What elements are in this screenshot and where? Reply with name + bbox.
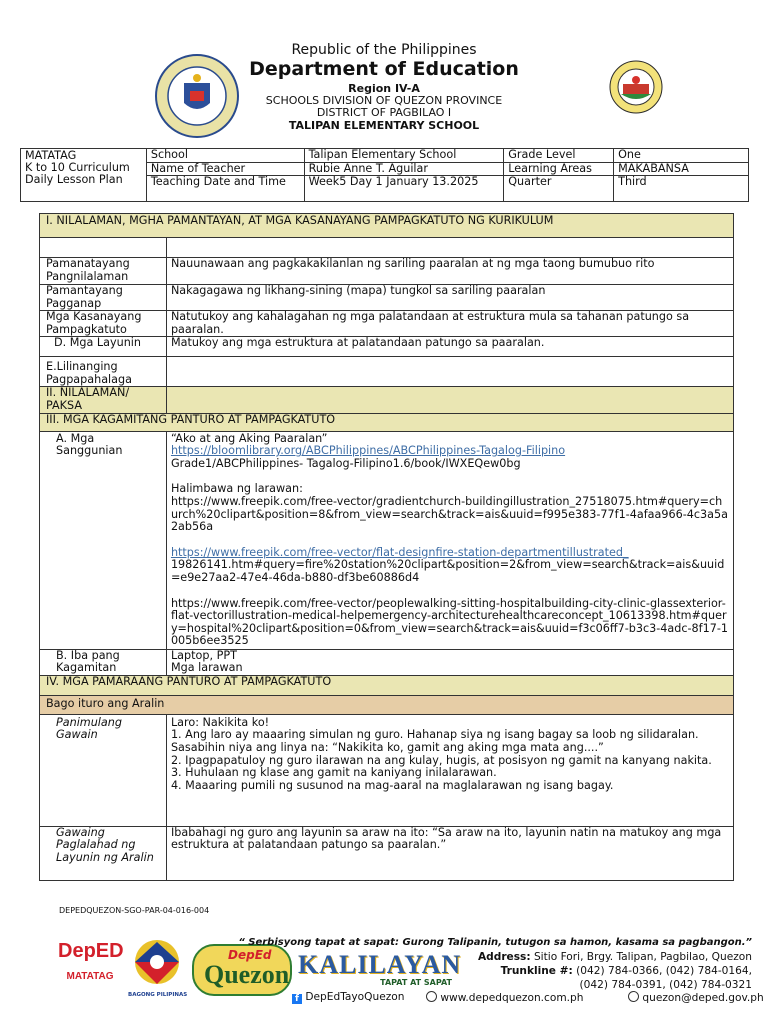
area-label: Learning Areas [504,163,614,176]
section-3-heading: III. MGA KAGAMITANG PANTURO AT PAMPAGKATUTO [40,413,734,431]
reference-title: “Ako at ang Aking Paaralan” [170,431,328,445]
website-text: www.depedquezon.com.ph [440,992,584,1004]
pamantayang-pangnilalaman-label: Pamanatayang Pangnilalaman [40,258,167,285]
teacher-label: Name of Teacher [146,163,304,176]
facebook-text: DepEdTayoQuezon [305,991,405,1003]
hospital-url: https://www.freepik.com/free-vector/peoplewalking-sitting-hospitalbuilding-city-clinic-glassexterior-flat-vectorillustration-medical-helpemergency-architecturehealthcareconcept_10613398.htm#query=hospital%20clipart&position=0&from_view=search&track=ais&uuid=f3c06ff7-b3c3-4adc-8f17-1005b6ee3525 [170,596,729,648]
address-line [478,951,752,964]
program-line-1: MATATAG [25,149,77,162]
gawain-step: 4. Maaaring pumili ng susunod na mag-aaral na maglalarawan ng isang bagay. [170,778,614,792]
bagong-pilipinas-logo-icon [128,938,186,998]
deped-quezon-logo [192,944,292,996]
deped-matatag-logo [58,940,122,1002]
department-title: Department of Education [249,58,519,80]
trunkline-value-2: (042) 784-0391, (042) 784-0321 [579,979,752,991]
pagpapahalaga-value [166,357,733,387]
slogan-text: “ Serbisyong tapat at sapat: Gurong Talipanin, tutugon sa hamon, kasama sa pagbangon.” [238,937,752,948]
quarter-value: Third [614,176,749,202]
gawain-step: 2. Ipagpapatuloy ng guro ilarawan na ang kulay, hugis, at posisyon ng gamit na kanyang nakita. [170,753,712,767]
laro-title: Laro: Nakikita ko! [170,715,270,729]
sanggunian-value [166,431,733,649]
program-cell [21,149,147,202]
section-1-heading: I. NILALAMAN, MGHA PAMANTAYAN, AT MGA KASANAYANG PAMPAGKATUTO NG KURIKULUM [40,214,734,238]
layunin-label: D. Mga Layunin [40,337,167,357]
pamantayang-pagganap-value: Nakagagawa ng likhang-sining (mapa) tungkol sa sariling paaralan [166,285,733,311]
pamantayang-pagganap-label: Pamantayang Pagganap [40,285,167,311]
deped-seal-icon [154,53,240,139]
iba-pang-kagamitan-label: B. Iba pang Kagamitan [40,649,167,675]
kagamitan-item: Mga larawan [170,661,243,675]
iba-pang-kagamitan-value [166,649,733,675]
fire-station-url-rest: 19826141.htm#query=fire%20station%20clipart&position=2&from_view=search&track=ais&uuid=e9e27aa2-47e4-46da-b880-df3be60886d4 [170,558,725,584]
email-icon [628,991,639,1002]
quarter-label: Quarter [504,176,614,202]
republic-text: Republic of the Philippines [291,42,477,58]
sanggunian-label: A. Mga Sanggunian [40,431,167,649]
globe-icon [426,991,437,1002]
paglalahad-layunin-value: Ibabahagi ng guro ang layunin sa araw na ito: “Sa araw na ito, layunin natin na matukoy ang mga estruktura at palatandaan patungo sa paaralan.” [166,826,733,880]
empty-cell [40,238,167,258]
teacher-value: Rubie Anne T. Aguilar [304,163,504,176]
document-code: DEPEDQUEZON-SGO-PAR-04-016-004 [59,906,210,915]
fire-station-link[interactable]: https://www.freepik.com/free-vector/flat-designfire-station-departmentillustrated_ [170,545,629,559]
trunkline-label: Trunkline #: [500,965,573,977]
deped-logo-text: DepED [58,940,124,962]
gawain-step: 1. Ang laro ay maaaring simulan ng guro. Hahanap siya ng isang bagay sa loob ng silidaralan. Sasabihin niya ang linya na: “Nakikita ko, gamit ang aking mga mata ang....” [170,728,699,754]
facebook-icon: f [292,994,302,1004]
reference-path: Grade1/ABCPhilippines- Tagalog-Filipino1.6/book/IWXEQew0bg [170,456,521,470]
date-value: Week5 Day 1 January 13.2025 [304,176,504,202]
region-text: Region IV-A [348,82,420,95]
facebook-item[interactable] [292,991,404,1004]
bloomlibrary-link[interactable]: https://bloomlibrary.org/ABCPhilippines/ABCPhilippines-Tagalog-Filipino [170,444,566,458]
school-name: TALIPAN ELEMENTARY SCHOOL [288,119,480,132]
panimulang-gawain-value [166,714,733,826]
kalilayan-logo-text: KALILAYAN [298,950,462,979]
date-label: Teaching Date and Time [146,176,304,202]
address-value: Sitio Fori, Brgy. Talipan, Pagbilao, Quezon [533,951,752,963]
address-label: Address: [477,951,531,963]
program-line-3: Daily Lesson Plan [25,173,123,187]
lesson-plan-table [39,213,734,881]
quezon-logo-text: Quezon [204,960,290,989]
empty-cell [166,238,733,258]
area-value: MAKABANSA [614,163,749,176]
halimbawa-label: Halimbawa ng larawan: [170,482,303,496]
church-url: https://www.freepik.com/free-vector/gradientchurch-buildingillustration_27518075.htm#query=church%20clipart&position=8&from_view=search&track=ais&uuid=f995e383-77f1-4afaa966-4c3a5a2ab56a [170,494,728,534]
trunkline-value-1: (042) 784-0366, (042) 784-0164, [576,965,752,977]
school-label: School [146,149,304,163]
grade-value: One [614,149,749,163]
panimulang-gawain-label: Panimulang Gawain [40,714,167,826]
lesson-info-table [20,148,749,202]
email-text: quezon@deped.gov.ph [642,992,764,1004]
district-text: DISTRICT OF PAGBILAO I [316,106,452,119]
section-4-heading: IV. MGA PAMARAANG PANTURO AT PAMPAGKATUTO [40,675,734,695]
pagpapahalaga-label: E.Lilinanging Pagpapahalaga [40,357,167,387]
paglalahad-layunin-label: Gawaing Paglalahad ng Layunin ng Aralin [40,826,167,880]
grade-label: Grade Level [504,149,614,163]
matatag-logo-text: MATATAG [66,971,114,982]
email-item[interactable] [628,991,764,1005]
section-2-value [166,387,733,413]
kalilayan-logo [298,950,462,990]
bago-ituro-heading: Bago ituro ang Aralin [40,695,734,714]
deped-quezon-small-text: DepEd [228,948,272,962]
pamantayang-pangnilalaman-value: Nauunawaan ang pagkakakilanlan ng sariling paaralan at ng mga taong bumubuo rito [166,258,733,285]
kasanayang-label: Mga Kasanayang Pampagkatuto [40,311,167,337]
school-seal-icon [609,60,663,114]
trunkline-line [501,965,752,978]
school-value: Talipan Elementary School [304,149,504,163]
bagong-pilipinas-text: BAGONG PILIPINAS [128,992,188,998]
kagamitan-item: Laptop, PPT [170,648,237,662]
kasanayang-value: Natutukoy ang kahalagahan ng mga palatandaan at estruktura mula sa tahanan patungo sa paaralan. [166,311,733,337]
program-line-2: K to 10 Curriculum [25,161,130,175]
website-item[interactable] [426,991,583,1005]
layunin-value: Matukoy ang mga estruktura at palatandaan patungo sa paaralan. [166,337,733,357]
gawain-step: 3. Huhulaan ng klase ang gamit na kaniyang inilalarawan. [170,766,497,780]
division-text: SCHOOLS DIVISION OF QUEZON PROVINCE [265,94,503,107]
section-2-heading: II. NILALAMAN/ PAKSA [40,387,167,413]
kalilayan-sub-text: TAPAT AT SAPAT [380,978,452,987]
